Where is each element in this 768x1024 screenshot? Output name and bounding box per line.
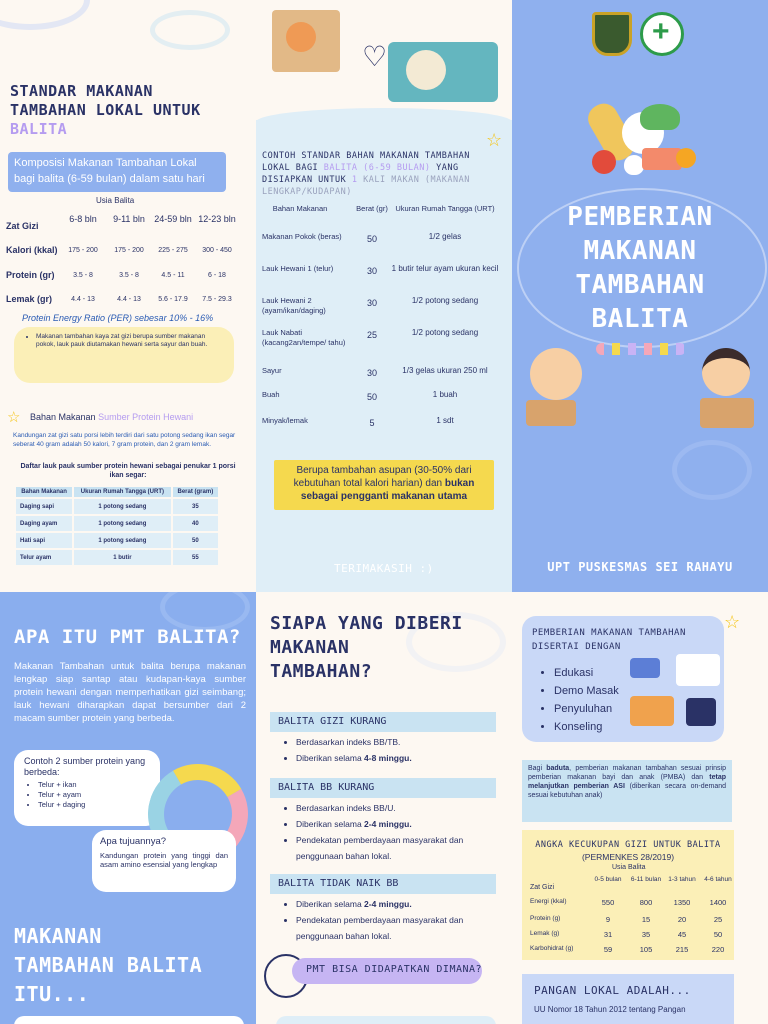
purpose-bubble: Apa tujuannya? Kandungan protein yang tinggi dan asam amino esensial yang lengkap <box>92 830 236 892</box>
exchange-cell: 1 potong sedang <box>73 515 172 532</box>
exchange-cell: 40 <box>172 515 219 532</box>
akg-cell: 1400 <box>709 898 727 907</box>
akg-nutrient-header: Zat Gizi <box>530 884 555 891</box>
group-item <box>296 816 492 832</box>
consultation-icon <box>686 698 716 726</box>
cooking-demo-icon <box>676 654 720 686</box>
where-title: PMT BISA DIDAPATKAN DIMANA? <box>306 964 483 975</box>
cross-icon: + <box>652 15 670 48</box>
akg-cell: 25 <box>713 915 723 924</box>
example-table-header: Ukuran Rumah Tangga (URT) <box>395 204 495 213</box>
example-row-weight: 5 <box>369 418 375 428</box>
group-item-text: Diberikan selama <box>296 753 365 763</box>
akg-row-label: Protein (g) <box>530 915 561 922</box>
example-table-header: Berat (gr) <box>356 204 388 213</box>
group-items <box>282 896 492 944</box>
akg-row-label: Lemak (g) <box>530 930 560 937</box>
exchange-row <box>15 498 219 515</box>
example-row-urt: 1/2 potong sedang <box>411 296 479 305</box>
akg-cell: 15 <box>641 915 651 924</box>
decor-ribbons <box>596 343 686 355</box>
food-photo-detail <box>406 50 446 90</box>
age-column-header: 9-11 bln <box>113 214 145 224</box>
heart-icon: ♡ <box>362 41 388 72</box>
group-item-highlight: 4-8 minggu. <box>364 753 412 763</box>
child-table-icon <box>700 398 754 428</box>
baby-table-icon <box>526 400 576 426</box>
baby-icon <box>530 348 582 400</box>
nutrient-cell: 4.5 - 11 <box>161 272 185 279</box>
regency-logo <box>592 12 632 56</box>
orange-icon <box>676 148 696 168</box>
accompany-list <box>540 664 619 736</box>
group-item <box>296 734 492 750</box>
exchange-header: Ukuran Rumah Tangga (URT) <box>73 486 172 498</box>
example-row-weight: 30 <box>366 266 377 276</box>
age-column-header: 24-59 bln <box>154 214 192 224</box>
group-item <box>296 800 492 816</box>
exchange-cell: 1 potong sedang <box>73 498 172 515</box>
akg-cell: 9 <box>605 915 611 924</box>
nutrient-cell: 3.5 - 8 <box>73 272 93 279</box>
star-icon: ☆ <box>7 409 21 426</box>
example-row-weight: 25 <box>366 330 377 340</box>
example-row-weight: 30 <box>366 368 377 378</box>
group-item <box>296 832 492 864</box>
group-item-text: Berdasarkan indeks BB/U. <box>296 803 396 813</box>
akg-cell: 220 <box>711 945 725 954</box>
nutrient-cell: 4.4 - 13 <box>71 296 95 303</box>
composition-box: Komposisi Makanan Tambahan Lokal bagi balita (6-59 bulan) dalam satu hari <box>8 152 226 192</box>
example-row-label: Minyak/lemak <box>262 416 308 425</box>
akg-cell: 105 <box>639 945 653 954</box>
group-item-text: Pendekatan pemberdayaan masyarakat dan penggunaan bahan lokal. <box>296 835 464 861</box>
star-icon: ☆ <box>724 612 741 632</box>
example-row-label: Buah <box>262 390 280 399</box>
footer-organization: UPT PUSKESMAS SEI RAHAYU <box>547 560 733 574</box>
accompany-item: • Konseling <box>554 718 619 736</box>
exchange-cell: Telur ayam <box>15 549 73 566</box>
note-bubble: • Makanan tambahan kaya zat gizi berupa sumber makanan pokok, lauk pauk diutamakan hewani serta sayur dan buah. <box>14 327 234 383</box>
exchange-header: Berat (gram) <box>172 486 219 498</box>
vegetable-icon <box>640 104 680 130</box>
local-food-box <box>522 974 734 1024</box>
egg-icon <box>624 155 644 175</box>
food-photo-detail <box>286 22 316 52</box>
star-icon: ☆ <box>486 130 503 150</box>
group-items <box>282 734 492 766</box>
example-row-weight: 30 <box>366 298 377 308</box>
group-items <box>282 800 492 864</box>
exchange-cell: 55 <box>172 549 219 566</box>
panel-standar-makanan <box>0 0 256 592</box>
example-row-weight: 50 <box>366 392 377 402</box>
panel-apa-itu-pmt <box>0 592 256 1024</box>
nutrient-cell: 4.4 - 13 <box>117 296 141 303</box>
decor-swirl <box>672 440 752 500</box>
exchange-list-title: Daftar lauk pauk sumber protein hewani sebagai penukar 1 porsi ikan segar: <box>20 463 236 479</box>
example-row-urt: 1 butir telur ayam ukuran kecil <box>391 264 499 273</box>
accompany-item: • Penyuluhan <box>554 700 619 718</box>
content-bubble-bottom <box>14 1016 244 1024</box>
exchange-header: Bahan Makanan <box>15 486 73 498</box>
group-title-bar: BALITA TIDAK NAIK BB <box>270 874 496 894</box>
example-row-urt: 1 buah <box>432 390 458 399</box>
exchange-cell: 1 butir <box>73 549 172 566</box>
group-item-text: Pendekatan pemberdayaan masyarakat dan penggunaan bahan lokal. <box>296 915 464 941</box>
akg-cell: 35 <box>641 930 651 939</box>
group-item-text: Berdasarkan indeks BB/TB. <box>296 737 401 747</box>
nutrient-row-label: Protein (gr) <box>6 270 55 280</box>
exchange-cell: 35 <box>172 498 219 515</box>
decor-swirl <box>150 10 230 50</box>
per-note: Protein Energy Ratio (PER) sebesar 10% - 16% <box>22 313 214 323</box>
education-icon <box>630 658 660 678</box>
group-title-bar: BALITA GIZI KURANG <box>270 712 496 732</box>
panel-cover <box>512 0 768 592</box>
age-column-header: 12-23 bln <box>198 214 236 224</box>
example-table-header: Bahan Makanan <box>272 204 328 213</box>
example-row-label: Makanan Pokok (beras) <box>262 232 342 241</box>
nutrient-cell: 225 - 275 <box>158 247 188 254</box>
page-title: STANDAR MAKANAN TAMBAHAN LOKAL UNTUK BALITA <box>10 82 201 138</box>
example-row-urt: 1/2 potong sedang <box>411 328 479 337</box>
example-row-label: Lauk Hewani 2 (ayam/ikan/daging) <box>262 296 326 315</box>
thanks-text: TERIMAKASIH :) <box>334 562 434 575</box>
counseling-group-icon <box>630 696 674 726</box>
decor-swirl <box>0 0 90 30</box>
akg-column-header: 4-6 tahun <box>704 876 732 883</box>
example-item: • Telur + daging <box>38 800 150 810</box>
exchange-table <box>14 485 220 567</box>
cloud-top <box>256 108 512 136</box>
nutrient-cell: 7.5 - 29.3 <box>202 296 232 303</box>
highlight-note: Berupa tambahan asupan (30-50% dari kebutuhan total kalori harian) dan bukan sebagai pengganti makanan utama <box>274 460 494 510</box>
group-item-highlight: 2-4 minggu. <box>364 819 412 829</box>
example-row-urt: 1/2 gelas <box>428 232 462 241</box>
nutrient-cell: 6 - 18 <box>208 272 226 279</box>
example-item: • Telur + ayam <box>38 790 150 800</box>
akg-age-header: Usia Balita <box>612 864 646 871</box>
baduta-note: Bagi baduta, pemberian makanan tambahan sesuai prinsip pemberian makanan bayi dan anak (PMBA) dan tetap melanjutkan pemberian ASI (diberikan secara on-demand sesuai kebutuhan anak) <box>522 760 732 822</box>
akg-row-label: Karbohidrat (g) <box>530 945 574 952</box>
exchange-row <box>15 532 219 549</box>
akg-cell: 550 <box>601 898 615 907</box>
nutrient-row-label: Lemak (gr) <box>6 294 53 304</box>
age-column-header: 6-8 bln <box>69 214 97 224</box>
nutrient-cell: 175 - 200 <box>68 247 98 254</box>
content-bubble-bottom <box>276 1016 496 1024</box>
example-item: • Telur + ikan <box>38 780 150 790</box>
akg-cell: 20 <box>677 915 687 924</box>
cover-title: PEMBERIAN MAKANAN TAMBAHAN BALITA <box>567 202 713 334</box>
exchange-row <box>15 549 219 566</box>
exchange-cell: Hati sapi <box>15 532 73 549</box>
accompany-item: • Edukasi <box>554 664 619 682</box>
example-header: CONTOH STANDAR BAHAN MAKANAN TAMBAHAN LOKAL BAGI BALITA (6-59 BULAN) YANG DISIAPKAN UNTUK 1 KALI MAKAN (MAKANAN LENGKAP/KUDAPAN) <box>262 151 470 197</box>
local-food-text: UU Nomor 18 Tahun 2012 tentang Pangan <box>534 1005 686 1014</box>
group-item <box>296 912 492 944</box>
nutrient-cell: 300 - 450 <box>202 247 232 254</box>
akg-row-label: Energi (kkal) <box>530 898 567 905</box>
accompany-item: • Demo Masak <box>554 682 619 700</box>
example-row-urt: 1/3 gelas ukuran 250 ml <box>402 366 488 375</box>
example-row-label: Lauk Hewani 1 (telur) <box>262 264 334 273</box>
section-title: APA ITU PMT BALITA? <box>14 626 241 648</box>
nutrient-header: Zat Gizi <box>6 221 39 231</box>
akg-column-header: 6-11 bulan <box>630 876 662 883</box>
section-title-2: MAKANAN TAMBAHAN BALITA ITU... <box>14 924 203 1006</box>
protein-section-title: Bahan Makanan Sumber Protein Hewani <box>30 412 194 422</box>
example-row-urt: 1 sdt <box>436 416 454 425</box>
panel-pemberian-disertai <box>512 592 768 1024</box>
group-item <box>296 750 492 766</box>
nutrient-row-label: Kalori (kkal) <box>6 245 58 255</box>
akg-subtitle: (PERMENKES 28/2019) <box>581 852 675 862</box>
panel-contoh-standar <box>256 0 512 592</box>
example-row-label: Sayur <box>262 366 282 375</box>
akg-cell: 800 <box>639 898 653 907</box>
exchange-row <box>15 515 219 532</box>
nutrient-cell: 175 - 200 <box>114 247 144 254</box>
protein-description: Kandungan zat gizi satu porsi lebih terdiri dari satu potong sedang ikan segar seberat 40 gram adalah 50 kalori, 7 gram protein, dan 2 gram lemak. <box>13 432 236 448</box>
exchange-cell: 1 potong sedang <box>73 532 172 549</box>
akg-cell: 215 <box>675 945 689 954</box>
group-item-text: Diberikan selama <box>296 819 365 829</box>
nutrient-cell: 3.5 - 8 <box>119 272 139 279</box>
example-row-weight: 50 <box>366 234 377 244</box>
local-food-title: PANGAN LOKAL ADALAH... <box>534 984 691 997</box>
tomato-icon <box>592 150 616 174</box>
pmt-description: Makanan Tambahan untuk balita berupa makanan lengkap siap santap atau kudapan-kaya sumber protein hewani dengan memperhatikan gizi seimbang; lauk hewani diharapkan dapat bersumber dari 2 macam sumber protein yang berbeda. <box>14 661 246 724</box>
exchange-cell: 50 <box>172 532 219 549</box>
example-bubble: Contoh 2 sumber protein yang berbeda: • Telur + ikan • Telur + ayam • Telur + daging <box>14 750 160 826</box>
akg-column-header: 0-5 bulan <box>594 876 622 883</box>
akg-cell: 1350 <box>673 898 691 907</box>
age-header: Usia Balita <box>96 196 135 205</box>
section-title: SIAPA YANG DIBERI MAKANAN TAMBAHAN? <box>270 613 463 682</box>
child-icon <box>702 348 750 396</box>
group-item-text: Diberikan selama <box>296 899 365 909</box>
exchange-cell: Daging ayam <box>15 515 73 532</box>
akg-column-header: 1-3 tahun <box>668 876 696 883</box>
panel-siapa-diberi <box>256 592 512 1024</box>
group-item <box>296 896 492 912</box>
akg-title: ANGKA KECUKUPAN GIZI UNTUK BALITA <box>535 840 721 850</box>
akg-cell: 50 <box>713 930 723 939</box>
example-row-label: Lauk Nabati (kacang2an/tempe/ tahu) <box>262 328 346 347</box>
akg-cell: 59 <box>603 945 613 954</box>
nutrient-cell: 5.6 - 17.9 <box>158 296 188 303</box>
group-item-highlight: 2-4 minggu. <box>364 899 412 909</box>
akg-cell: 31 <box>603 930 613 939</box>
accompany-title: PEMBERIAN MAKANAN TAMBAHAN DISERTAI DENGAN <box>532 628 686 652</box>
exchange-cell: Daging sapi <box>15 498 73 515</box>
akg-cell: 45 <box>677 930 687 939</box>
group-title-bar: BALITA BB KURANG <box>270 778 496 798</box>
